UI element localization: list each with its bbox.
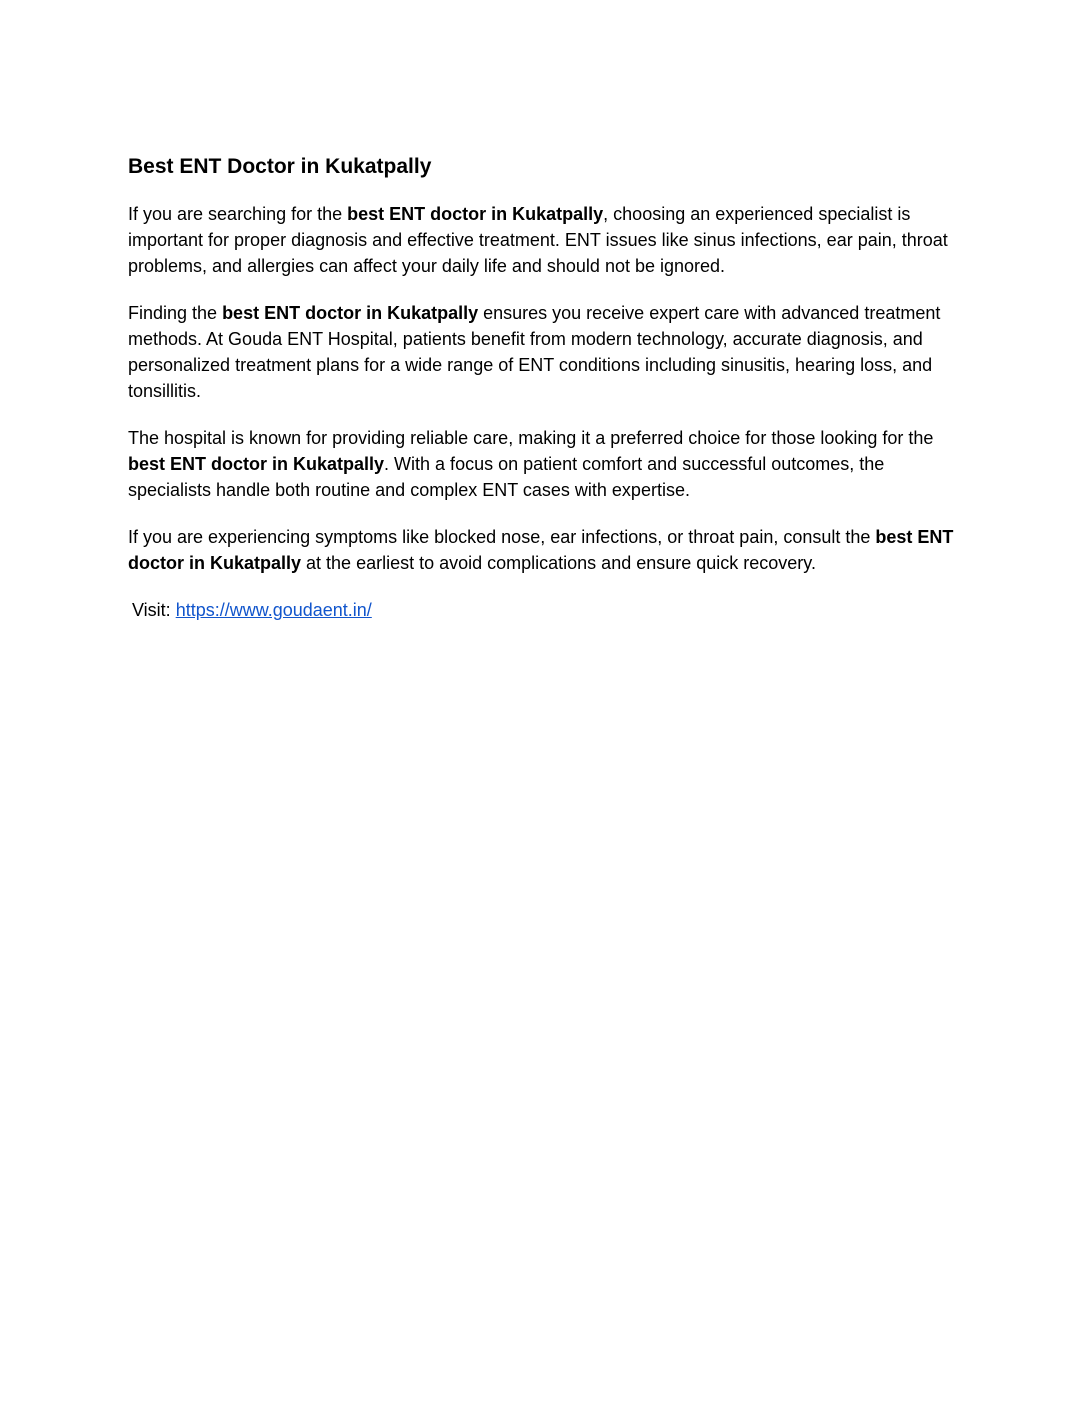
paragraph-text: at the earliest to avoid complications and ensure quick recovery.: [301, 553, 816, 573]
paragraph-text: If you are experiencing symptoms like blocked nose, ear infections, or throat pain, consult the: [128, 527, 876, 547]
bold-keyword: best ENT doctor in Kukatpally: [222, 303, 479, 323]
paragraph-text: , choosing an experienced specialist is important for proper diagnosis and effective treatment. ENT issues like sinus infections, ear pain, throat problems, and allergies can affect your daily life and should not be ignored.: [128, 204, 948, 276]
paragraph-2: [128, 300, 968, 404]
paragraph-text: If you are searching for the: [128, 204, 348, 224]
visit-label: Visit:: [132, 600, 176, 620]
paragraph-text: ensures you receive expert care with advanced treatment methods. At Gouda ENT Hospital, patients benefit from modern technology, accurate diagnosis, and personalized treatment plans for a wide range of ENT conditions including sinusitis, hearing loss, and tonsillitis.: [128, 303, 941, 401]
bold-keyword: best ENT doctor in Kukatpally: [128, 527, 954, 573]
bold-keyword: best ENT doctor in Kukatpally: [128, 454, 385, 474]
paragraph-4: [128, 524, 968, 576]
bold-keyword: best ENT doctor in Kukatpally: [347, 204, 604, 224]
paragraph-text: . With a focus on patient comfort and successful outcomes, the specialists handle both routine and complex ENT cases with expertise.: [128, 454, 885, 500]
paragraph-1: [128, 201, 968, 279]
document-title: Best ENT Doctor in Kukatpally: [128, 155, 432, 178]
website-link[interactable]: https://www.goudaent.in/: [175, 600, 372, 620]
document-page: [128, 152, 968, 623]
visit-line: [128, 597, 968, 623]
paragraph-text: Finding the: [128, 303, 223, 323]
paragraph-text: The hospital is known for providing reliable care, making it a preferred choice for those looking for the: [128, 428, 934, 448]
paragraph-3: [128, 425, 968, 503]
